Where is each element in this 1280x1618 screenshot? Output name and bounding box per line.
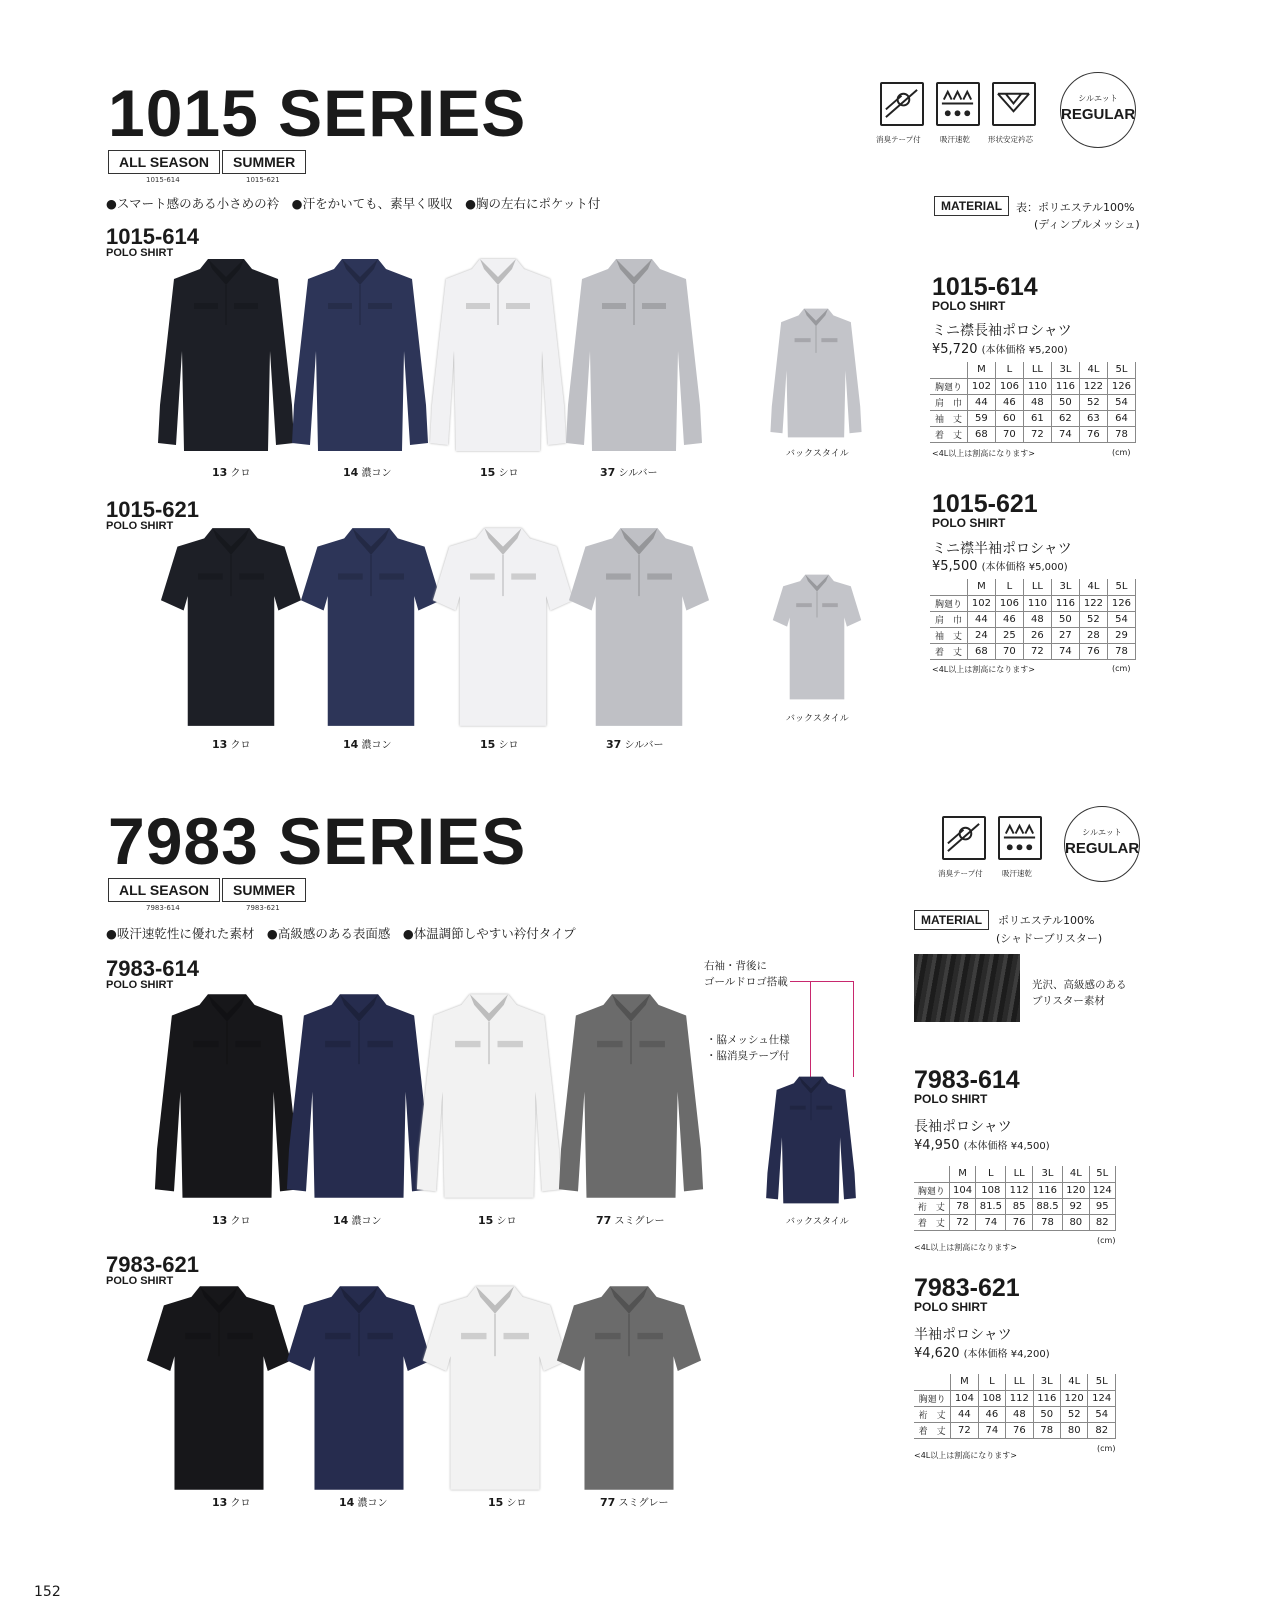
table-cell: 着 丈: [914, 1422, 951, 1438]
table-cell: 4L: [1079, 579, 1107, 595]
table-cell: 46: [995, 394, 1023, 410]
table-cell: 74: [976, 1214, 1006, 1230]
table-cell: 108: [978, 1390, 1005, 1406]
table-cell: 76: [1006, 1422, 1033, 1438]
table-cell: M: [967, 362, 995, 378]
table-cell: 46: [978, 1406, 1005, 1422]
size-table: [914, 1374, 1116, 1439]
table-cell: 胸廻り: [930, 378, 967, 394]
table-cell: 52: [1079, 611, 1107, 627]
deodorant-tape-icon: [880, 82, 924, 126]
size-table: [930, 362, 1136, 443]
table-cell: 68: [967, 643, 995, 659]
table-cell: 72: [1023, 426, 1051, 442]
table-cell: L: [976, 1166, 1006, 1182]
table-cell: 52: [1061, 1406, 1088, 1422]
shirt-image: [546, 1282, 712, 1494]
table-cell: 袖 丈: [930, 627, 967, 643]
table-cell: 62: [1051, 410, 1079, 426]
price: ¥4,620 (本体価格 ¥4,200): [914, 1346, 1050, 1361]
table-cell: 48: [1006, 1406, 1033, 1422]
back-style-image: [768, 572, 866, 702]
table-cell: 26: [1023, 627, 1051, 643]
size-unit: (cm): [1097, 1444, 1116, 1453]
table-cell: 116: [1033, 1390, 1060, 1406]
price: ¥5,500 (本体価格 ¥5,000): [932, 559, 1068, 574]
table-cell: 3L: [1051, 362, 1079, 378]
callout-mesh: ・脇メッシュ仕様 ・脇消臭テープ付: [706, 1034, 790, 1062]
spec-sub: POLO SHIRT: [932, 299, 1006, 313]
table-cell: 胸廻り: [914, 1390, 951, 1406]
table-cell: 59: [967, 410, 995, 426]
size-note: <4L以上は割高になります>: [932, 449, 1035, 458]
table-cell: 120: [1061, 1390, 1088, 1406]
table-cell: 80: [1061, 1422, 1088, 1438]
shirt-image: [158, 524, 304, 730]
back-style-caption: バックスタイル: [786, 714, 849, 724]
table-cell: 122: [1079, 378, 1107, 394]
shirt-image: [566, 524, 712, 730]
table-cell: 4L: [1063, 1166, 1089, 1182]
shirt-image: [430, 524, 576, 730]
season-code: 1015-621: [246, 176, 280, 184]
season-tag-all: ALL SEASON: [108, 878, 220, 902]
material-text-2: (シャドーブリスター): [996, 932, 1103, 945]
spec-sub: POLO SHIRT: [914, 1092, 988, 1106]
back-style-caption: バックスタイル: [786, 1217, 849, 1227]
model-sub: POLO SHIRT: [106, 520, 174, 532]
page-number: 152: [34, 1584, 61, 1600]
table-cell: 5L: [1089, 1166, 1115, 1182]
color-caption: 14 濃コン: [339, 1496, 388, 1509]
size-table: [914, 1166, 1116, 1231]
shirt-image: [424, 255, 572, 455]
table-cell: LL: [1006, 1166, 1032, 1182]
price: ¥4,950 (本体価格 ¥4,500): [914, 1138, 1050, 1153]
shirt-image: [152, 255, 300, 455]
table-cell: 110: [1023, 595, 1051, 611]
table-cell: M: [949, 1166, 975, 1182]
icon-label: 吸汗速乾: [940, 135, 970, 144]
table-cell: 78: [1033, 1422, 1060, 1438]
season-tag-summer: SUMMER: [222, 150, 306, 174]
icon-label: 消臭テープ付: [876, 135, 921, 144]
table-cell: L: [995, 579, 1023, 595]
table-cell: [930, 362, 967, 378]
model-sub: POLO SHIRT: [106, 1275, 174, 1287]
table-cell: 104: [951, 1390, 978, 1406]
fabric-swatch: [914, 954, 1020, 1022]
table-cell: 74: [1051, 426, 1079, 442]
model-code: 7983-614: [106, 956, 199, 981]
color-caption: 13 クロ: [212, 738, 251, 751]
feature-list: ●スマート感のある小さめの衿 ●汗をかいても、素早く吸収 ●胸の左右にポケット付: [106, 196, 601, 211]
color-caption: 37 シルバー: [606, 738, 664, 751]
spec-code: 1015-614: [932, 273, 1038, 301]
table-cell: 着 丈: [930, 643, 967, 659]
table-cell: 着 丈: [930, 426, 967, 442]
swatch-text-2: ブリスター素材: [1032, 995, 1105, 1007]
material-tag: MATERIAL: [914, 910, 989, 930]
table-cell: 106: [995, 595, 1023, 611]
table-cell: 116: [1051, 595, 1079, 611]
sweat-absorb-icon: [998, 816, 1042, 860]
table-cell: 胸廻り: [914, 1182, 949, 1198]
table-cell: 48: [1023, 394, 1051, 410]
size-note: <4L以上は割高になります>: [914, 1243, 1017, 1252]
table-cell: 肩 巾: [930, 394, 967, 410]
table-cell: 50: [1051, 611, 1079, 627]
table-cell: 70: [995, 643, 1023, 659]
material-text: ポリエステル100%: [998, 914, 1095, 927]
model-code: 1015-614: [106, 224, 199, 249]
table-cell: 24: [967, 627, 995, 643]
color-caption: 13 クロ: [212, 1496, 251, 1509]
table-cell: M: [951, 1374, 978, 1390]
table-cell: 78: [1107, 643, 1135, 659]
table-cell: 46: [995, 611, 1023, 627]
season-tag-summer: SUMMER: [222, 878, 306, 902]
table-cell: 108: [976, 1182, 1006, 1198]
table-cell: 78: [949, 1198, 975, 1214]
table-cell: 5L: [1107, 579, 1135, 595]
swatch-text: 光沢、高級感のある: [1032, 979, 1127, 991]
size-unit: (cm): [1112, 448, 1131, 457]
table-cell: 25: [995, 627, 1023, 643]
color-caption: 14 濃コン: [343, 466, 392, 479]
size-unit: (cm): [1097, 1236, 1116, 1245]
table-cell: 63: [1079, 410, 1107, 426]
color-caption: 15 シロ: [480, 466, 519, 479]
table-cell: 5L: [1088, 1374, 1116, 1390]
collar-stable-icon: [992, 82, 1036, 126]
spec-sub: POLO SHIRT: [932, 516, 1006, 530]
deodorant-tape-icon: [942, 816, 986, 860]
table-cell: 29: [1107, 627, 1135, 643]
color-caption: 15 シロ: [488, 1496, 527, 1509]
series-title: 7983 SERIES: [108, 804, 527, 878]
color-caption: 77 スミグレー: [596, 1214, 665, 1227]
size-note: <4L以上は割高になります>: [932, 665, 1035, 674]
icon-label: 消臭テープ付: [938, 869, 983, 878]
product-name: ミニ襟半袖ポロシャツ: [932, 541, 1072, 557]
color-caption: 14 濃コン: [343, 738, 392, 751]
model-code: 7983-621: [106, 1252, 199, 1277]
table-cell: [914, 1166, 949, 1182]
table-cell: 4L: [1061, 1374, 1088, 1390]
model-code: 1015-621: [106, 497, 199, 522]
table-cell: 88.5: [1032, 1198, 1062, 1214]
table-cell: [914, 1374, 951, 1390]
table-cell: 44: [967, 611, 995, 627]
table-cell: 126: [1107, 595, 1135, 611]
table-cell: 72: [951, 1422, 978, 1438]
callout-line: [790, 981, 854, 1077]
table-cell: 124: [1088, 1390, 1116, 1406]
table-cell: 27: [1051, 627, 1079, 643]
spec-code: 7983-621: [914, 1274, 1020, 1302]
table-cell: 74: [1051, 643, 1079, 659]
table-cell: M: [967, 579, 995, 595]
back-style-image: [760, 1074, 862, 1206]
table-cell: 3L: [1051, 579, 1079, 595]
table-cell: 112: [1006, 1390, 1033, 1406]
product-name: 半袖ポロシャツ: [914, 1327, 1012, 1343]
table-cell: 3L: [1033, 1374, 1060, 1390]
table-cell: 54: [1107, 394, 1135, 410]
spec-code: 7983-614: [914, 1066, 1020, 1094]
table-cell: 78: [1107, 426, 1135, 442]
color-caption: 77 スミグレー: [600, 1496, 669, 1509]
table-cell: 116: [1051, 378, 1079, 394]
color-caption: 13 クロ: [212, 1214, 251, 1227]
table-cell: 64: [1107, 410, 1135, 426]
table-cell: LL: [1023, 362, 1051, 378]
table-cell: 肩 巾: [930, 611, 967, 627]
table-cell: 116: [1032, 1182, 1062, 1198]
table-cell: 72: [949, 1214, 975, 1230]
table-cell: 82: [1088, 1422, 1116, 1438]
table-cell: 85: [1006, 1198, 1032, 1214]
table-cell: 106: [995, 378, 1023, 394]
callout-logo: 右袖・背後に ゴールドロゴ搭載: [704, 960, 788, 988]
table-cell: 74: [978, 1422, 1005, 1438]
table-cell: 126: [1107, 378, 1135, 394]
table-cell: 82: [1089, 1214, 1115, 1230]
shirt-image: [550, 990, 712, 1202]
table-cell: 78: [1032, 1214, 1062, 1230]
table-cell: 76: [1079, 643, 1107, 659]
back-style-image: [768, 306, 864, 440]
table-cell: 裄 丈: [914, 1406, 951, 1422]
table-cell: 48: [1023, 611, 1051, 627]
table-cell: 122: [1079, 595, 1107, 611]
color-caption: 37 シルバー: [600, 466, 658, 479]
shirt-image: [408, 990, 570, 1202]
table-cell: 50: [1033, 1406, 1060, 1422]
shirt-image: [560, 255, 708, 455]
table-cell: 80: [1063, 1214, 1089, 1230]
table-cell: 102: [967, 378, 995, 394]
price: ¥5,720 (本体価格 ¥5,200): [932, 342, 1068, 357]
table-cell: 112: [1006, 1182, 1032, 1198]
product-name: 長袖ポロシャツ: [914, 1119, 1012, 1135]
shirt-image: [286, 255, 434, 455]
table-cell: 54: [1107, 611, 1135, 627]
shirt-image: [298, 524, 444, 730]
silhouette-badge: シルエット REGULAR: [1060, 72, 1136, 148]
table-cell: 4L: [1079, 362, 1107, 378]
table-cell: 5L: [1107, 362, 1135, 378]
table-cell: 95: [1089, 1198, 1115, 1214]
table-cell: 124: [1089, 1182, 1115, 1198]
season-code: 1015-614: [146, 176, 180, 184]
table-cell: L: [978, 1374, 1005, 1390]
table-cell: 76: [1079, 426, 1107, 442]
table-cell: 61: [1023, 410, 1051, 426]
table-cell: 72: [1023, 643, 1051, 659]
model-sub: POLO SHIRT: [106, 247, 174, 259]
table-cell: 92: [1063, 1198, 1089, 1214]
callout-line: [810, 981, 811, 1077]
table-cell: LL: [1023, 579, 1051, 595]
season-tag-all: ALL SEASON: [108, 150, 220, 174]
size-unit: (cm): [1112, 664, 1131, 673]
table-cell: 28: [1079, 627, 1107, 643]
season-code: 7983-621: [246, 904, 280, 912]
table-cell: 102: [967, 595, 995, 611]
table-cell: 54: [1088, 1406, 1116, 1422]
table-cell: L: [995, 362, 1023, 378]
feature-list: ●吸汗速乾性に優れた素材 ●高級感のある表面感 ●体温調節しやすい衿付タイプ: [106, 926, 576, 941]
table-cell: 52: [1079, 394, 1107, 410]
size-note: <4L以上は割高になります>: [914, 1451, 1017, 1460]
spec-code: 1015-621: [932, 490, 1038, 518]
table-cell: 81.5: [976, 1198, 1006, 1214]
table-cell: 44: [967, 394, 995, 410]
spec-sub: POLO SHIRT: [914, 1300, 988, 1314]
back-style-caption: バックスタイル: [786, 449, 849, 459]
sweat-absorb-icon: [936, 82, 980, 126]
material-text-2: (ディンプルメッシュ): [1034, 218, 1140, 231]
table-cell: 44: [951, 1406, 978, 1422]
table-cell: 胸廻り: [930, 595, 967, 611]
season-code: 7983-614: [146, 904, 180, 912]
color-caption: 15 シロ: [478, 1214, 517, 1227]
table-cell: 70: [995, 426, 1023, 442]
table-cell: 裄 丈: [914, 1198, 949, 1214]
material-tag: MATERIAL: [934, 196, 1009, 216]
table-cell: [930, 579, 967, 595]
table-cell: LL: [1006, 1374, 1033, 1390]
color-caption: 13 クロ: [212, 466, 251, 479]
table-cell: 110: [1023, 378, 1051, 394]
table-cell: 104: [949, 1182, 975, 1198]
size-table: [930, 579, 1136, 660]
table-cell: 3L: [1032, 1166, 1062, 1182]
table-cell: 50: [1051, 394, 1079, 410]
silhouette-badge: シルエット REGULAR: [1064, 806, 1140, 882]
model-sub: POLO SHIRT: [106, 979, 174, 991]
table-cell: 着 丈: [914, 1214, 949, 1230]
material-text: 表：ポリエステル100%: [1016, 201, 1135, 214]
color-caption: 15 シロ: [480, 738, 519, 751]
icon-label: 吸汗速乾: [1002, 869, 1032, 878]
color-caption: 14 濃コン: [333, 1214, 382, 1227]
table-cell: 120: [1063, 1182, 1089, 1198]
table-cell: 袖 丈: [930, 410, 967, 426]
table-cell: 60: [995, 410, 1023, 426]
product-name: ミニ襟長袖ポロシャツ: [932, 323, 1072, 339]
table-cell: 68: [967, 426, 995, 442]
table-cell: 76: [1006, 1214, 1032, 1230]
series-title: 1015 SERIES: [108, 76, 527, 150]
icon-label: 形状安定衿芯: [988, 135, 1033, 144]
